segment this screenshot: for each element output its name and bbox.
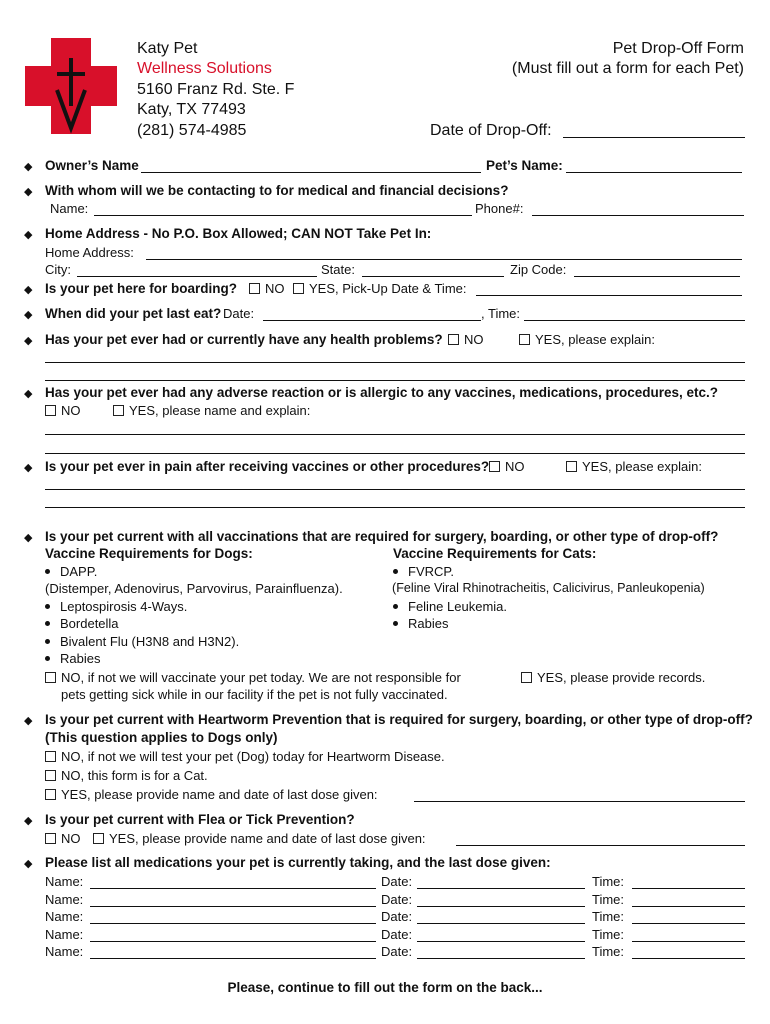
bullet-dot-icon bbox=[45, 604, 50, 609]
contact-name-label: Name: bbox=[50, 201, 89, 216]
checkbox-icon[interactable] bbox=[489, 461, 500, 472]
pain-question: Is your pet ever in pain after receiving vaccines or other procedures? bbox=[45, 459, 490, 474]
heartworm-details-field[interactable] bbox=[414, 801, 745, 802]
med-time-field[interactable] bbox=[632, 923, 745, 924]
med-date-field[interactable] bbox=[417, 958, 585, 959]
med-time-field[interactable] bbox=[632, 888, 745, 889]
form-subtitle: (Must fill out a form for each Pet) bbox=[511, 60, 744, 77]
checkbox-icon[interactable] bbox=[519, 334, 530, 345]
clinic-address: 5160 Franz Rd. Ste. F bbox=[137, 81, 295, 98]
dog-vaccine-item: Bordetella bbox=[45, 616, 119, 631]
bullet-icon: ◆ bbox=[24, 161, 33, 173]
dog-vaccine-item: Bivalent Flu (H3N8 and H3N2). bbox=[45, 634, 239, 649]
vaccines-yes-label: YES, please provide records. bbox=[537, 670, 706, 685]
adverse-no-option[interactable] bbox=[45, 403, 81, 418]
health-yes-option[interactable] bbox=[519, 332, 655, 347]
med-time-field[interactable] bbox=[632, 941, 745, 942]
med-name-label: Name: bbox=[45, 926, 84, 942]
pain-yes-label: YES, please explain: bbox=[582, 459, 702, 474]
checkbox-icon[interactable] bbox=[249, 283, 260, 294]
adverse-question: Has your pet ever had any adverse reaction or is allergic to any vaccines, medications, procedures, etc.? bbox=[45, 385, 719, 400]
med-date-field[interactable] bbox=[417, 923, 585, 924]
pain-yes-option[interactable] bbox=[566, 459, 702, 474]
med-name-field[interactable] bbox=[90, 906, 376, 907]
bullet-icon: ◆ bbox=[24, 309, 33, 321]
med-time-field[interactable] bbox=[632, 958, 745, 959]
med-name-field[interactable] bbox=[90, 941, 376, 942]
bullet-icon: ◆ bbox=[24, 284, 33, 296]
med-time-label: Time: bbox=[592, 874, 625, 889]
checkbox-icon[interactable] bbox=[45, 405, 56, 416]
dogs-vaccine-title: Vaccine Requirements for Dogs: bbox=[45, 546, 253, 561]
checkbox-icon[interactable] bbox=[45, 770, 56, 781]
med-name-field[interactable] bbox=[90, 888, 376, 889]
adverse-explain-line-2[interactable] bbox=[45, 453, 745, 454]
health-explain-line-2[interactable] bbox=[45, 380, 745, 381]
checkbox-icon[interactable] bbox=[293, 283, 304, 294]
dog-vaccine-note: (Distemper, Adenovirus, Parvovirus, Parainfluenza). bbox=[45, 581, 343, 596]
med-name-label: Name: bbox=[45, 909, 84, 925]
form-title: Pet Drop-Off Form bbox=[612, 40, 744, 57]
checkbox-icon[interactable] bbox=[566, 461, 577, 472]
adverse-no-label: NO bbox=[61, 403, 81, 418]
last-eat-time-field[interactable] bbox=[524, 320, 745, 321]
heartworm-option-test[interactable]: NO, if not we will test your pet (Dog) today for Heartworm Disease. bbox=[45, 749, 445, 764]
meds-question: Please list all medications your pet is currently taking, and the last dose given: bbox=[45, 855, 551, 870]
drop-off-date-field[interactable] bbox=[563, 137, 745, 138]
med-date-field[interactable] bbox=[417, 906, 585, 907]
last-eat-date-label: Date: bbox=[223, 306, 255, 321]
checkbox-icon[interactable] bbox=[113, 405, 124, 416]
health-explain-line-1[interactable] bbox=[45, 362, 745, 363]
contact-phone-field[interactable] bbox=[532, 215, 744, 216]
clinic-city: Katy, TX 77493 bbox=[137, 101, 246, 118]
cat-vaccine-note: (Feline Viral Rhinotracheitis, Calicivirus, Panleukopenia) bbox=[392, 581, 705, 595]
bullet-dot-icon bbox=[45, 569, 50, 574]
pain-explain-line-1[interactable] bbox=[45, 489, 745, 490]
state-field[interactable] bbox=[362, 276, 504, 277]
med-date-label: Date: bbox=[381, 909, 413, 925]
cats-vaccine-title: Vaccine Requirements for Cats: bbox=[393, 546, 597, 561]
vaccines-no-label: NO, if not we will vaccinate your pet today. We are not responsible for bbox=[61, 670, 461, 685]
drop-off-date-label: Date of Drop-Off: bbox=[430, 122, 552, 139]
bullet-icon: ◆ bbox=[24, 858, 33, 870]
flea-no-option[interactable]: NO bbox=[45, 831, 81, 846]
boarding-no-option[interactable] bbox=[249, 281, 285, 296]
checkbox-icon[interactable] bbox=[448, 334, 459, 345]
med-time-label: Time: bbox=[592, 909, 625, 925]
cat-vaccine-item: Rabies bbox=[393, 616, 448, 631]
state-label: State: bbox=[321, 262, 355, 277]
med-time-label: Time: bbox=[592, 891, 625, 907]
vaccines-yes-option[interactable] bbox=[521, 670, 705, 685]
bullet-dot-icon bbox=[393, 604, 398, 609]
home-address-label: Home Address: bbox=[45, 245, 134, 260]
dog-vaccine-item: Leptospirosis 4-Ways. bbox=[45, 599, 187, 614]
home-address-field[interactable] bbox=[146, 259, 742, 260]
bullet-icon: ◆ bbox=[24, 335, 33, 347]
pet-name-label: Pet’s Name: bbox=[486, 158, 563, 173]
vaccines-question: Is your pet current with all vaccinations that are required for surgery, boarding, or other type of drop-off? bbox=[45, 529, 719, 544]
dog-vaccine-item: Rabies bbox=[45, 651, 100, 666]
med-name-field[interactable] bbox=[90, 958, 376, 959]
last-eat-question: When did your pet last eat? bbox=[45, 306, 222, 321]
checkbox-icon[interactable] bbox=[45, 751, 56, 762]
heartworm-option-yes[interactable]: YES, please provide name and date of last dose given: bbox=[45, 787, 378, 802]
checkbox-icon[interactable] bbox=[45, 672, 56, 683]
pickup-datetime-field[interactable] bbox=[476, 295, 742, 296]
bullet-dot-icon bbox=[45, 656, 50, 661]
contact-name-field[interactable] bbox=[94, 215, 472, 216]
boarding-no-label: NO bbox=[265, 281, 285, 296]
zip-label: Zip Code: bbox=[510, 262, 567, 277]
dog-vaccine-item: DAPP. bbox=[45, 564, 97, 579]
boarding-question: Is your pet here for boarding? bbox=[45, 281, 238, 296]
clinic-phone: (281) 574-4985 bbox=[137, 122, 247, 139]
med-time-label: Time: bbox=[592, 944, 625, 960]
flea-details-field[interactable] bbox=[456, 845, 745, 846]
med-date-label: Date: bbox=[381, 926, 413, 942]
clinic-name-line1: Katy Pet bbox=[137, 40, 198, 57]
bullet-icon: ◆ bbox=[24, 815, 33, 827]
health-no-label: NO bbox=[464, 332, 484, 347]
health-question: Has your pet ever had or currently have any health problems? bbox=[45, 332, 443, 347]
bullet-dot-icon bbox=[45, 639, 50, 644]
pain-explain-line-2[interactable] bbox=[45, 507, 745, 508]
med-date-label: Date: bbox=[381, 874, 413, 889]
boarding-yes-label: YES, Pick-Up Date & Time: bbox=[309, 281, 467, 296]
cat-vaccine-item: Feline Leukemia. bbox=[393, 599, 507, 614]
heartworm-question-note: (This question applies to Dogs only) bbox=[45, 730, 278, 745]
checkbox-icon[interactable] bbox=[93, 833, 104, 844]
last-eat-time-label: , Time: bbox=[481, 306, 521, 321]
city-label: City: bbox=[45, 262, 71, 277]
clinic-name-line2: Wellness Solutions bbox=[137, 60, 272, 77]
zip-field[interactable] bbox=[574, 276, 740, 277]
checkbox-icon[interactable] bbox=[521, 672, 532, 683]
flea-question: Is your pet current with Flea or Tick Prevention? bbox=[45, 812, 355, 827]
footer-note: Please, continue to fill out the form on the back... bbox=[227, 980, 543, 995]
owner-name-field[interactable] bbox=[141, 172, 481, 173]
adverse-yes-label: YES, please name and explain: bbox=[129, 403, 311, 418]
checkbox-icon[interactable] bbox=[45, 789, 56, 800]
bullet-icon: ◆ bbox=[24, 229, 33, 241]
boarding-yes-option[interactable] bbox=[293, 281, 467, 296]
med-date-label: Date: bbox=[381, 891, 413, 907]
heartworm-option-cat[interactable]: NO, this form is for a Cat. bbox=[45, 768, 208, 783]
med-date-label: Date: bbox=[381, 944, 413, 960]
bullet-icon: ◆ bbox=[24, 715, 33, 727]
bullet-dot-icon bbox=[393, 569, 398, 574]
vaccines-no-note: pets getting sick while in our facility if the pet is not fully vaccinated. bbox=[61, 687, 448, 702]
med-name-label: Name: bbox=[45, 874, 84, 889]
last-eat-date-field[interactable] bbox=[263, 320, 481, 321]
owner-name-label: Owner’s Name bbox=[45, 158, 139, 173]
pain-no-label: NO bbox=[505, 459, 525, 474]
pet-name-field[interactable] bbox=[566, 172, 742, 173]
med-time-label: Time: bbox=[592, 926, 625, 942]
contact-phone-label: Phone#: bbox=[475, 201, 524, 216]
bullet-icon: ◆ bbox=[24, 186, 33, 198]
bullet-icon: ◆ bbox=[24, 388, 33, 400]
bullet-dot-icon bbox=[45, 621, 50, 626]
med-name-field[interactable] bbox=[90, 923, 376, 924]
heartworm-question: Is your pet current with Heartworm Prevention that is required for surgery, boarding, or other type of drop-off? bbox=[45, 712, 753, 727]
adverse-yes-option[interactable] bbox=[113, 403, 310, 418]
vaccines-no-option[interactable] bbox=[45, 670, 461, 685]
contact-question: With whom will we be contacting to for medical and financial decisions? bbox=[45, 183, 509, 198]
cat-vaccine-item: FVRCP. bbox=[393, 564, 454, 579]
city-field[interactable] bbox=[77, 276, 317, 277]
flea-yes-option[interactable]: YES, please provide name and date of last dose given: bbox=[93, 831, 426, 846]
pain-no-option[interactable] bbox=[489, 459, 525, 474]
bullet-dot-icon bbox=[393, 621, 398, 626]
med-date-field[interactable] bbox=[417, 888, 585, 889]
bullet-icon: ◆ bbox=[24, 462, 33, 474]
med-name-label: Name: bbox=[45, 944, 84, 960]
bullet-icon: ◆ bbox=[24, 532, 33, 544]
adverse-explain-line-1[interactable] bbox=[45, 434, 745, 435]
health-no-option[interactable] bbox=[448, 332, 484, 347]
clinic-logo bbox=[23, 36, 119, 136]
checkbox-icon[interactable] bbox=[45, 833, 56, 844]
med-time-field[interactable] bbox=[632, 906, 745, 907]
med-name-label: Name: bbox=[45, 891, 84, 907]
med-date-field[interactable] bbox=[417, 941, 585, 942]
health-yes-label: YES, please explain: bbox=[535, 332, 655, 347]
home-question: Home Address - No P.O. Box Allowed; CAN NOT Take Pet In: bbox=[45, 226, 432, 241]
